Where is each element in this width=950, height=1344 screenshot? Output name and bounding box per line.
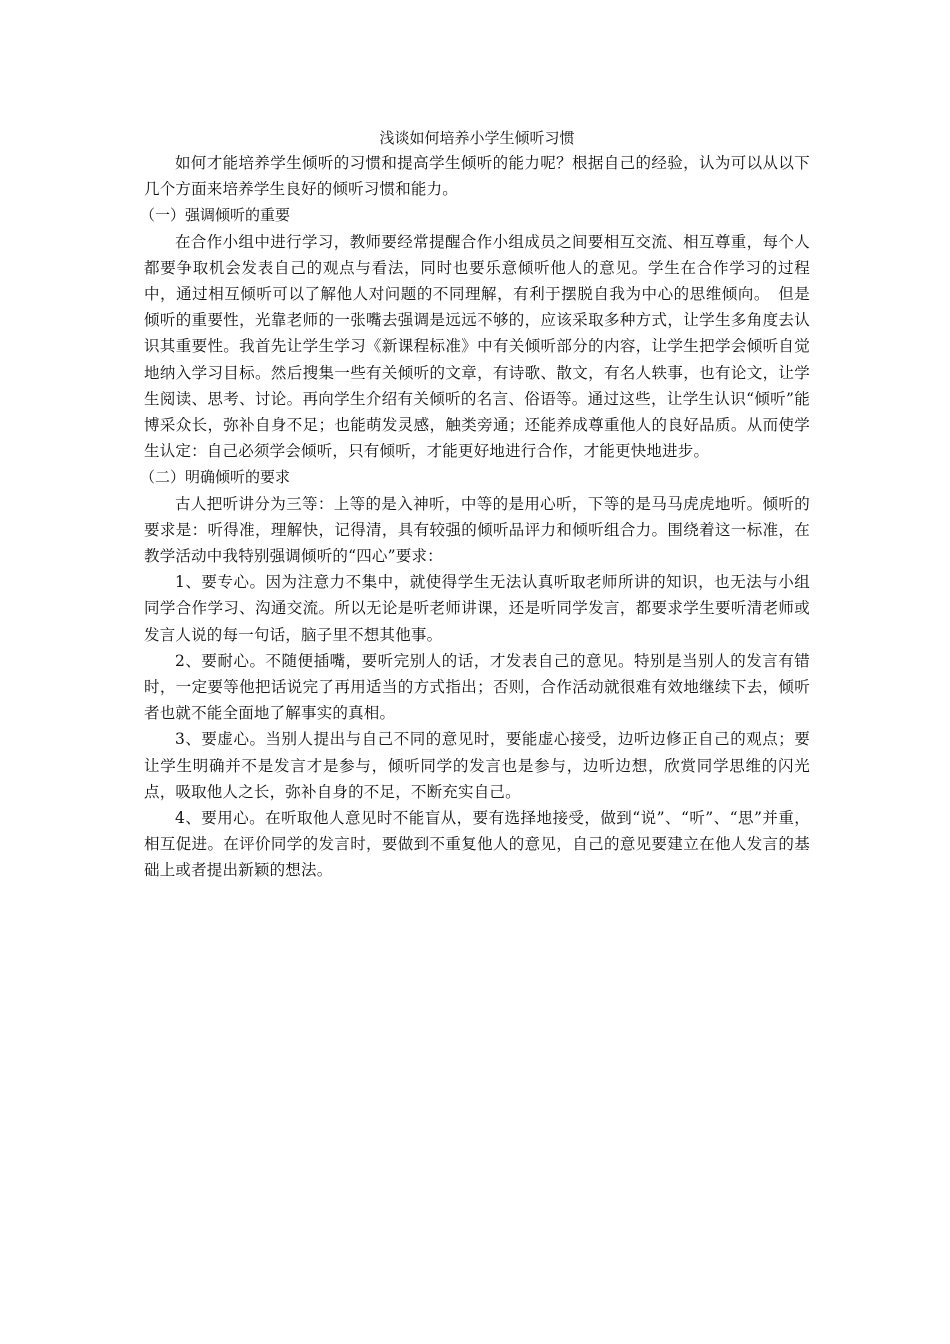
requirement-item-3: 3、要虚心。当别人提出与自己不同的意见时，要能虚心接受，边听边修正自己的观点；要让学生明确并不是发言才是参与，倾听同学的发言也是参与，边听边想，欣赏同学思维的闪光点，吸取他人之长，弥补自身的不足，不断充实自己。 [144,730,810,801]
intro-paragraph: 如何才能培养学生倾听的习惯和提高学生倾听的能力呢？根据自己的经验，认为可以从以下几个方面来培养学生良好的倾听习惯和能力。 [144,154,810,199]
requirement-item-1: 1、要专心。因为注意力不集中，就使得学生无法认真听取老师所讲的知识，也无法与小组同学合作学习、沟通交流。所以无论是听老师讲课，还是听同学发言，都要求学生要听清老师或发言人说的每一句话，脑子里不想其他事。 [144,573,810,644]
section-1-paragraph: 在合作小组中进行学习，教师要经常提醒合作小组成员之间要相互交流、相互尊重，每个人都要争取机会发表自己的观点与看法，同时也要乐意倾听他人的意见。学生在合作学习的过程中，通过相互倾听可以了解他人对问题的不同理解，有利于摆脱自我为中心的思维倾向。 但是倾听的重要性，光靠老师的一张嘴去强调是远远不够的，应该采取多种方式，让学生多角度去认识其重要性。我首先让学生学习《新课程标准》中有关倾听部分的内容，让学生把学会倾听自觉地纳入学习目标。然后搜集一些有关倾听的文章，有诗歌、散文，有名人轶事，也有论文，让学生阅读、思考、讨论。再向学生介绍有关倾听的名言、俗语等。通过这些，让学生认识“倾听”能博采众长，弥补自身不足；也能萌发灵感，触类旁通；还能养成尊重他人的良好品质。从而使学生认定：自己必须学会倾听，只有倾听，才能更好地进行合作，才能更快地进步。 [144,232,810,461]
section-1-heading: （一）强调倾听的重要 [140,206,291,225]
requirement-item-4: 4、要用心。在听取他人意见时不能盲从，要有选择地接受，做到“说”、“听”、“思”并重，相互促进。在评价同学的发言时，要做到不重复他人的意见，自己的意见要建立在他人发言的基础上或者提出新颖的想法。 [144,809,810,880]
document-page [140,126,810,884]
requirement-item-2: 2、要耐心。不随便插嘴，要听完别人的话，才发表自己的意见。特别是当别人的发言有错时，一定要等他把话说完了再用适当的方式指出；否则，合作活动就很难有效地继续下去，倾听者也就不能全面地了解事实的真相。 [144,651,810,723]
section-2-heading: （二）明确倾听的要求 [140,468,291,487]
document-title: 浅谈如何培养小学生倾听习惯 [379,129,575,147]
section-2-paragraph: 古人把听讲分为三等：上等的是入神听，中等的是用心听，下等的是马马虎虎地听。倾听的要求是：听得准，理解快，记得清，具有较强的倾听品评力和倾听组合力。围绕着这一标准，在教学活动中我特别强调倾听的“四心”要求： [144,494,810,566]
